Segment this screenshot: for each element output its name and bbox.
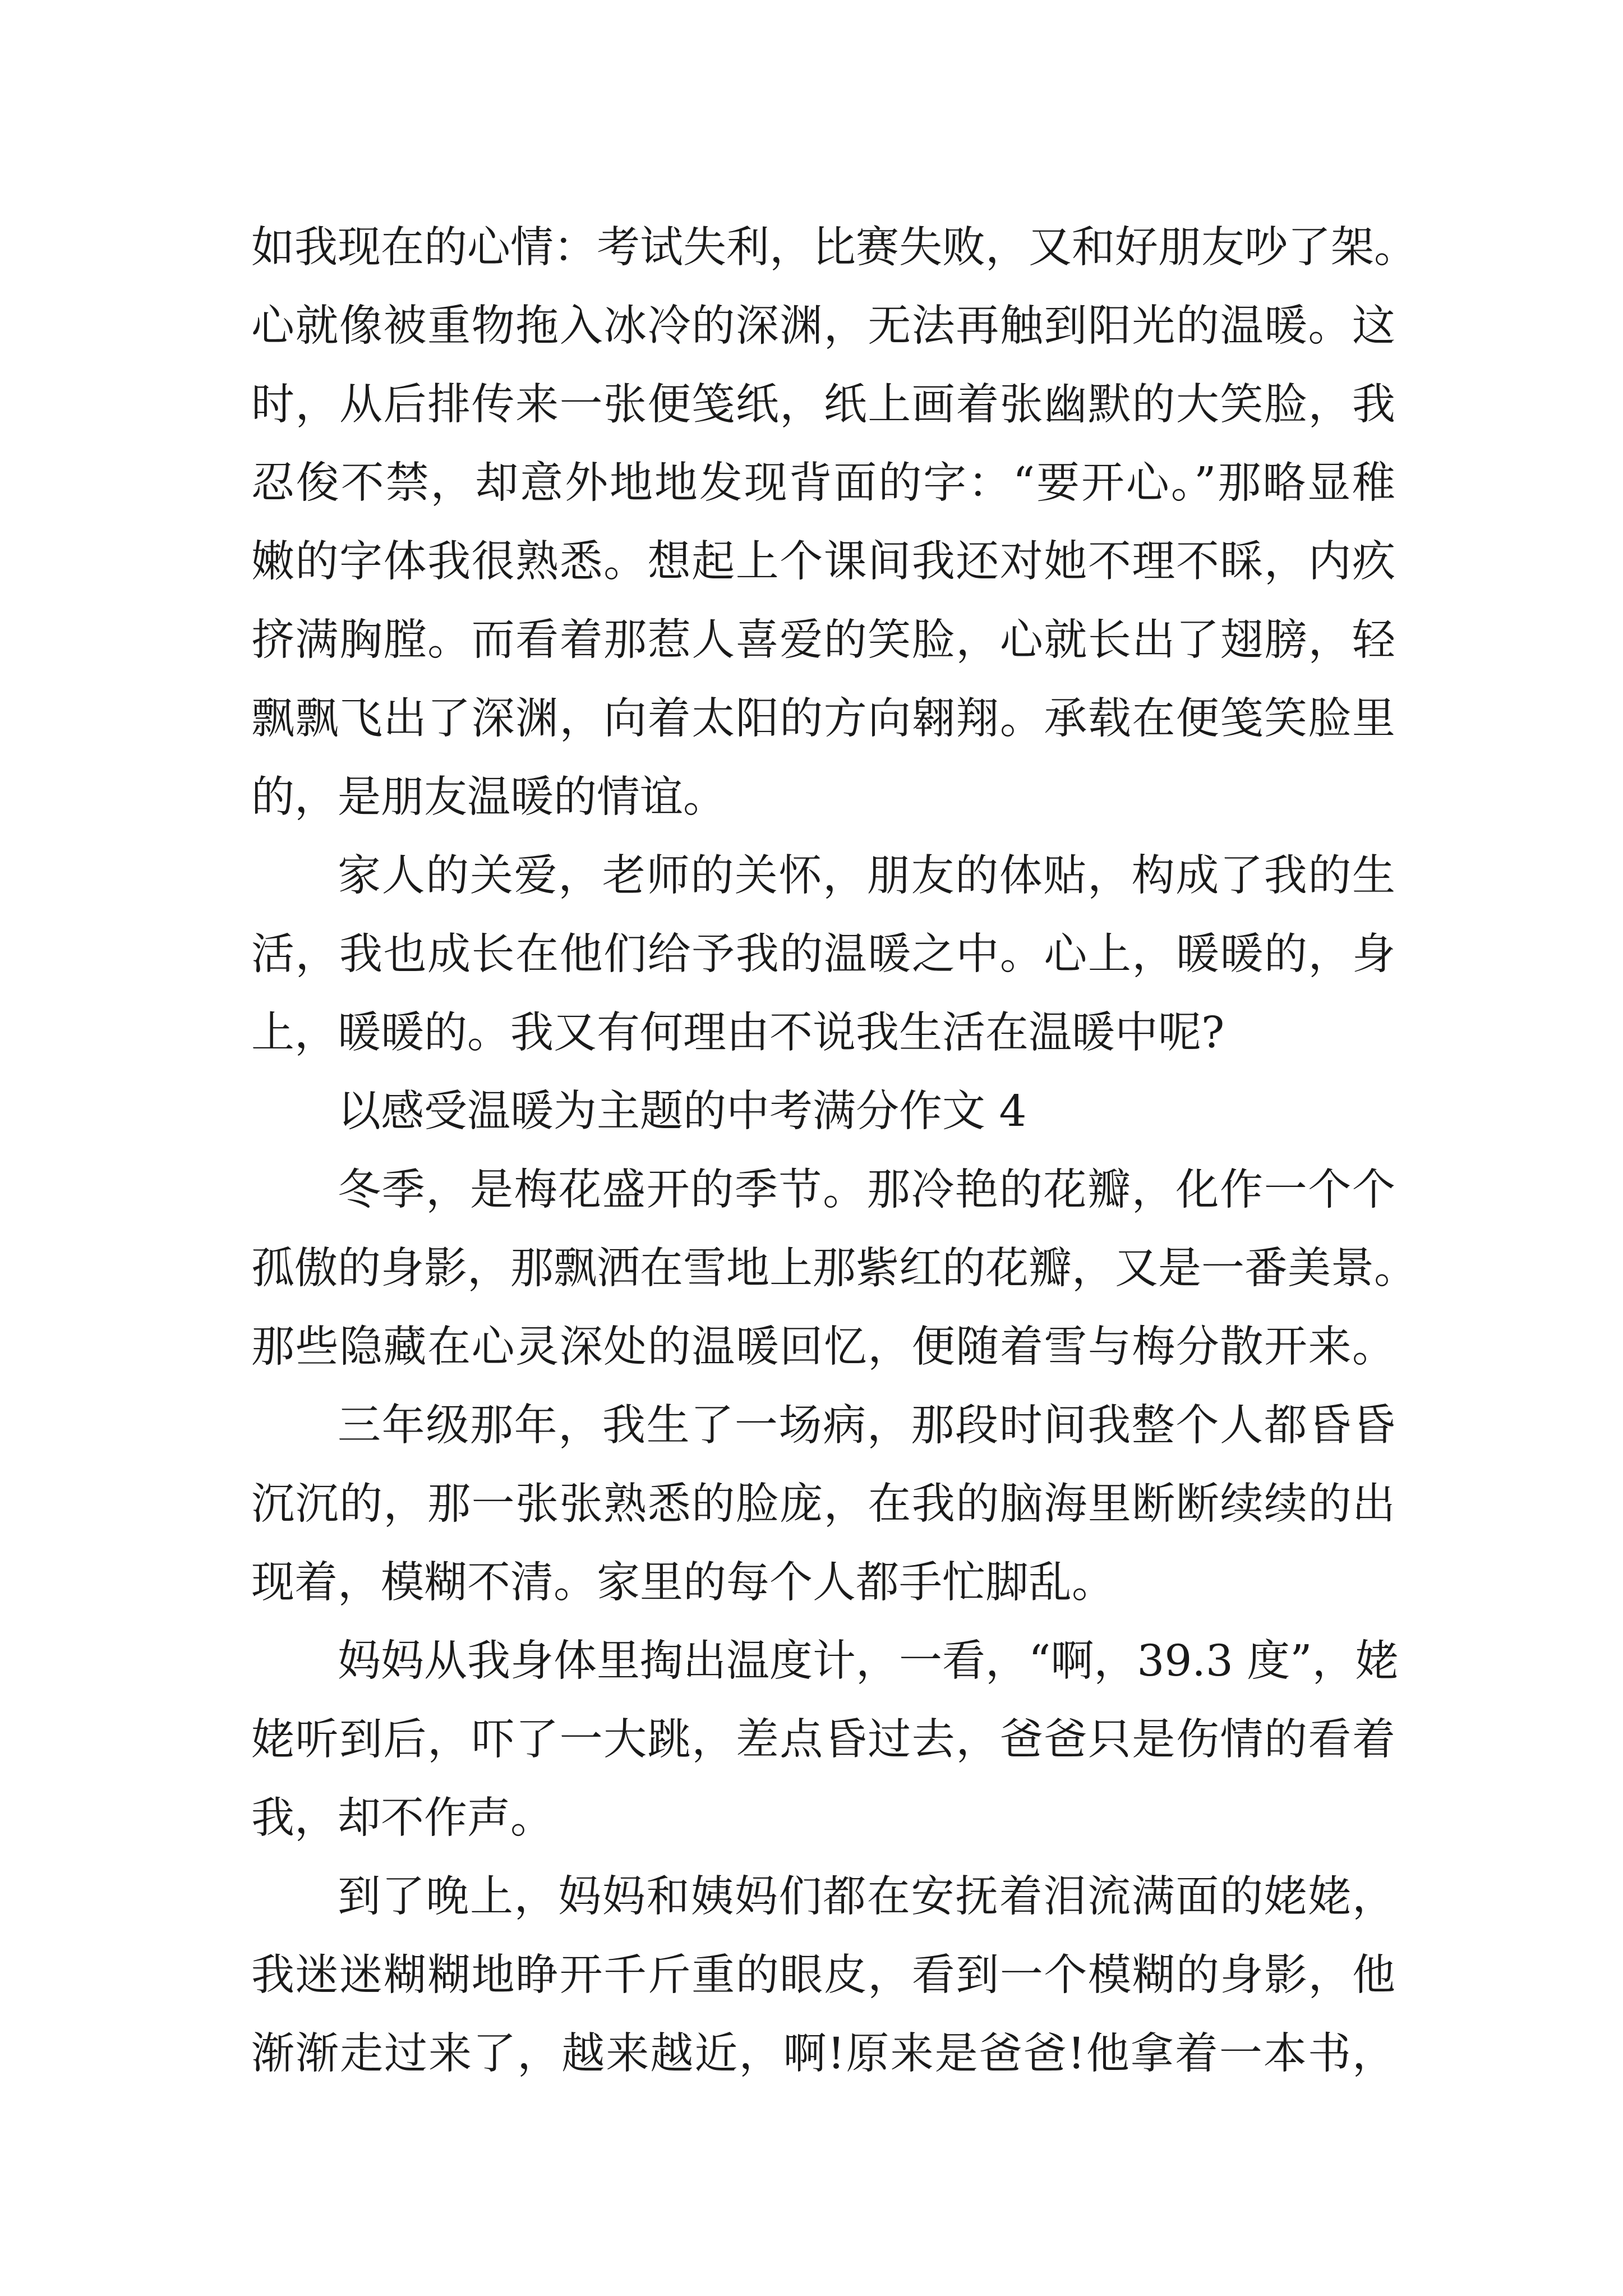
text-line: 飘飘飞出了深渊，向着太阳的方向翱翔。承载在便笺笑脸里 (251, 694, 1395, 744)
text-line: 的，是朋友温暖的情谊。 (251, 772, 726, 822)
text-line: 现着，模糊不清。家里的每个人都手忙脚乱。 (251, 1558, 1115, 1608)
text-line: 我迷迷糊糊地睁开千斤重的眼皮，看到一个模糊的身影，他 (251, 1950, 1395, 2000)
paragraph-first-line: 妈妈从我身体里掏出温度计，一看，“啊，39.3 度”，姥 (338, 1636, 1399, 1686)
text-line: 时，从后排传来一张便笺纸，纸上画着张幽默的大笑脸，我 (251, 380, 1395, 430)
text-line: 上，暖暖的。我又有何理由不说我生活在温暖中呢? (251, 1008, 1225, 1058)
text-line: 孤傲的身影，那飘洒在雪地上那紫红的花瓣，又是一番美景。 (251, 1244, 1417, 1294)
text-line: 渐渐走过来了，越来越近，啊!原来是爸爸!他拿着一本书， (251, 2029, 1395, 2079)
paragraph-first-line: 到了晚上，妈妈和姨妈们都在安抚着泪流满面的姥姥， (338, 1872, 1395, 1922)
essay-text-block (251, 209, 1417, 2093)
text-line: 挤满胸膛。而看着那惹人喜爱的笑脸，心就长出了翅膀，轻 (251, 615, 1395, 665)
text-line: 嫩的字体我很熟悉。想起上个课间我还对她不理不睬，内疚 (251, 537, 1395, 587)
paragraph-first-line: 以感受温暖为主题的中考满分作文 4 (338, 1087, 1027, 1137)
text-line: 忍俊不禁，却意外地地发现背面的字：“要开心。”那略显稚 (251, 458, 1395, 508)
paragraph-first-line: 三年级那年，我生了一场病，那段时间我整个人都昏昏 (338, 1401, 1395, 1451)
text-line: 我，却不作声。 (251, 1793, 554, 1843)
text-line: 如我现在的心情：考试失利，比赛失败，又和好朋友吵了架。 (251, 223, 1417, 273)
text-line: 那些隐藏在心灵深处的温暖回忆，便随着雪与梅分散开来。 (251, 1322, 1395, 1372)
paragraph-first-line: 冬季，是梅花盛开的季节。那冷艳的花瓣，化作一个个 (338, 1165, 1395, 1215)
text-line: 心就像被重物拖入冰冷的深渊，无法再触到阳光的温暖。这 (251, 301, 1395, 351)
text-line: 活，我也成长在他们给予我的温暖之中。心上，暖暖的，身 (251, 930, 1395, 979)
paragraph-first-line: 家人的关爱，老师的关怀，朋友的体贴，构成了我的生 (338, 851, 1395, 901)
text-line: 沉沉的，那一张张熟悉的脸庞，在我的脑海里断断续续的出 (251, 1479, 1395, 1529)
text-line: 姥听到后，吓了一大跳，差点昏过去，爸爸只是伤情的看着 (251, 1715, 1395, 1765)
